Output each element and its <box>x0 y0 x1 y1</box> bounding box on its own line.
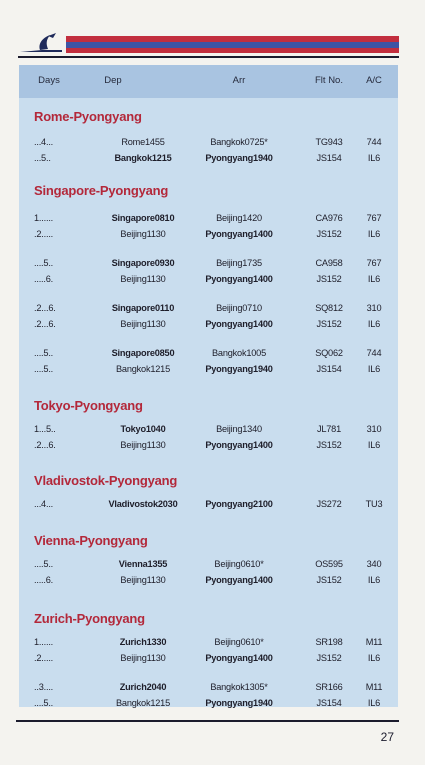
flight-row <box>19 575 398 589</box>
flight-row <box>19 559 398 573</box>
days-cell: ..3.... <box>34 682 54 692</box>
arrival-cell: Pyongyang1400 <box>205 274 273 284</box>
departure-cell: Singapore0930 <box>111 258 175 268</box>
flight-row <box>19 698 398 712</box>
departure-cell: Singapore0850 <box>111 348 175 358</box>
departure-cell: Vladivostok2030 <box>108 499 178 509</box>
aircraft-cell: 767 <box>366 213 382 223</box>
departure-cell: Singapore0810 <box>111 213 175 223</box>
route-title: Tokyo-Pyongyang <box>34 398 143 413</box>
flight-number-cell: JS154 <box>316 364 342 374</box>
departure-cell: Tokyo1040 <box>120 424 166 434</box>
flight-row <box>19 229 398 243</box>
departure-cell: Beijing1130 <box>120 653 166 663</box>
aircraft-cell: 310 <box>366 303 382 313</box>
days-cell: .....6. <box>34 274 54 284</box>
aircraft-cell: TU3 <box>365 499 383 509</box>
aircraft-cell: IL6 <box>367 698 381 708</box>
flight-row <box>19 274 398 288</box>
flight-row <box>19 653 398 667</box>
header-arr: Arr <box>232 75 246 86</box>
arrival-cell: Pyongyang1400 <box>205 575 273 585</box>
aircraft-cell: IL6 <box>367 364 381 374</box>
departure-cell: Vienna1355 <box>118 559 168 569</box>
departure-cell: Beijing1130 <box>120 440 166 450</box>
aircraft-cell: IL6 <box>367 274 381 284</box>
flight-number-cell: JS152 <box>316 653 342 663</box>
arrival-cell: Pyongyang1400 <box>205 440 273 450</box>
arrival-cell: Pyongyang2100 <box>205 499 273 509</box>
days-cell: ....5.. <box>34 258 54 268</box>
flight-row <box>19 258 398 272</box>
flight-row <box>19 499 398 513</box>
flight-number-cell: CA958 <box>315 258 343 268</box>
flight-number-cell: OS595 <box>315 559 343 569</box>
arrival-cell: Beijing0610* <box>214 637 264 647</box>
flight-number-cell: JS152 <box>316 440 342 450</box>
days-cell: 1...... <box>34 213 54 223</box>
departure-cell: Bangkok1215 <box>114 153 172 163</box>
days-cell: .2...6. <box>34 440 56 450</box>
flight-row <box>19 682 398 696</box>
days-cell: .2...6. <box>34 319 56 329</box>
days-cell: ...4... <box>34 499 54 509</box>
top-rule <box>18 56 399 58</box>
days-cell: ....5.. <box>34 348 54 358</box>
header-aircraft: A/C <box>366 75 382 86</box>
flight-number-cell: JS152 <box>316 229 342 239</box>
days-cell: 1...5.. <box>34 424 56 434</box>
days-cell: ...4... <box>34 137 54 147</box>
flight-number-cell: JS272 <box>316 499 342 509</box>
flight-row <box>19 303 398 317</box>
departure-cell: Beijing1130 <box>120 575 166 585</box>
arrival-cell: Pyongyang1400 <box>205 229 273 239</box>
flight-row <box>19 440 398 454</box>
header-stripe-red-bottom <box>66 48 399 53</box>
departure-cell: Singapore0110 <box>111 303 175 313</box>
flight-number-cell: SR166 <box>315 682 343 692</box>
aircraft-cell: IL6 <box>367 575 381 585</box>
arrival-cell: Beijing0610* <box>214 559 264 569</box>
days-cell: .2..... <box>34 653 54 663</box>
aircraft-cell: 310 <box>366 424 382 434</box>
flight-number-cell: TG943 <box>315 137 343 147</box>
aircraft-cell: IL6 <box>367 440 381 450</box>
route-title: Rome-Pyongyang <box>34 109 142 124</box>
departure-cell: Bangkok1215 <box>116 698 170 708</box>
bottom-rule <box>16 720 399 722</box>
route-title: Vienna-Pyongyang <box>34 533 148 548</box>
aircraft-cell: 744 <box>366 348 382 358</box>
flight-row <box>19 348 398 362</box>
flight-number-cell: JS152 <box>316 575 342 585</box>
flight-row <box>19 424 398 438</box>
route-title: Vladivostok-Pyongyang <box>34 473 178 488</box>
flight-row <box>19 319 398 333</box>
days-cell: .2...6. <box>34 303 56 313</box>
flight-number-cell: JS154 <box>316 153 342 163</box>
days-cell: ....5.. <box>34 698 54 708</box>
days-cell: ...5.. <box>34 153 51 163</box>
flight-number-cell: JS154 <box>316 698 342 708</box>
flight-number-cell: SQ062 <box>315 348 343 358</box>
days-cell: .....6. <box>34 575 54 585</box>
arrival-cell: Bangkok1005 <box>212 348 266 358</box>
airline-logo-icon <box>18 32 62 54</box>
arrival-cell: Pyongyang1940 <box>205 364 273 374</box>
departure-cell: Beijing1130 <box>120 319 166 329</box>
route-title: Singapore-Pyongyang <box>34 183 169 198</box>
arrival-cell: Beijing1420 <box>216 213 262 223</box>
aircraft-cell: IL6 <box>367 229 381 239</box>
flight-number-cell: CA976 <box>315 213 343 223</box>
days-cell: ....5.. <box>34 364 54 374</box>
days-cell: .2..... <box>34 229 54 239</box>
departure-cell: Bangkok1215 <box>116 364 170 374</box>
flight-number-cell: SQ812 <box>315 303 343 313</box>
aircraft-cell: M11 <box>365 682 383 692</box>
departure-cell: Beijing1130 <box>120 274 166 284</box>
arrival-cell: Beijing1340 <box>216 424 262 434</box>
departure-cell: Rome1455 <box>121 137 165 147</box>
column-header-row <box>19 65 398 98</box>
page-number: 27 <box>380 730 394 744</box>
days-cell: ....5.. <box>34 559 54 569</box>
aircraft-cell: IL6 <box>367 153 381 163</box>
flight-number-cell: JL781 <box>316 424 342 434</box>
arrival-cell: Pyongyang1940 <box>205 698 273 708</box>
flight-row <box>19 137 398 151</box>
flight-row <box>19 153 398 167</box>
arrival-cell: Pyongyang1400 <box>205 653 273 663</box>
aircraft-cell: 340 <box>366 559 382 569</box>
departure-cell: Beijing1130 <box>120 229 166 239</box>
flight-row <box>19 364 398 378</box>
arrival-cell: Bangkok1305* <box>210 682 268 692</box>
aircraft-cell: IL6 <box>367 653 381 663</box>
header-days: Days <box>38 75 60 86</box>
flight-number-cell: JS152 <box>316 274 342 284</box>
flight-row <box>19 213 398 227</box>
aircraft-cell: M11 <box>365 637 383 647</box>
arrival-cell: Beijing0710 <box>216 303 262 313</box>
header-dep: Dep <box>104 75 122 86</box>
arrival-cell: Pyongyang1400 <box>205 319 273 329</box>
flight-number-cell: SR198 <box>315 637 343 647</box>
timetable-panel <box>19 65 398 707</box>
arrival-cell: Bangkok0725* <box>210 137 268 147</box>
aircraft-cell: IL6 <box>367 319 381 329</box>
departure-cell: Zurich2040 <box>119 682 167 692</box>
route-title: Zurich-Pyongyang <box>34 611 145 626</box>
flight-row <box>19 637 398 651</box>
flight-number-cell: JS152 <box>316 319 342 329</box>
days-cell: 1...... <box>34 637 54 647</box>
header-flt-no: Flt No. <box>315 75 343 86</box>
aircraft-cell: 767 <box>366 258 382 268</box>
departure-cell: Zurich1330 <box>119 637 167 647</box>
arrival-cell: Pyongyang1940 <box>205 153 273 163</box>
arrival-cell: Beijing1735 <box>216 258 262 268</box>
aircraft-cell: 744 <box>366 137 382 147</box>
